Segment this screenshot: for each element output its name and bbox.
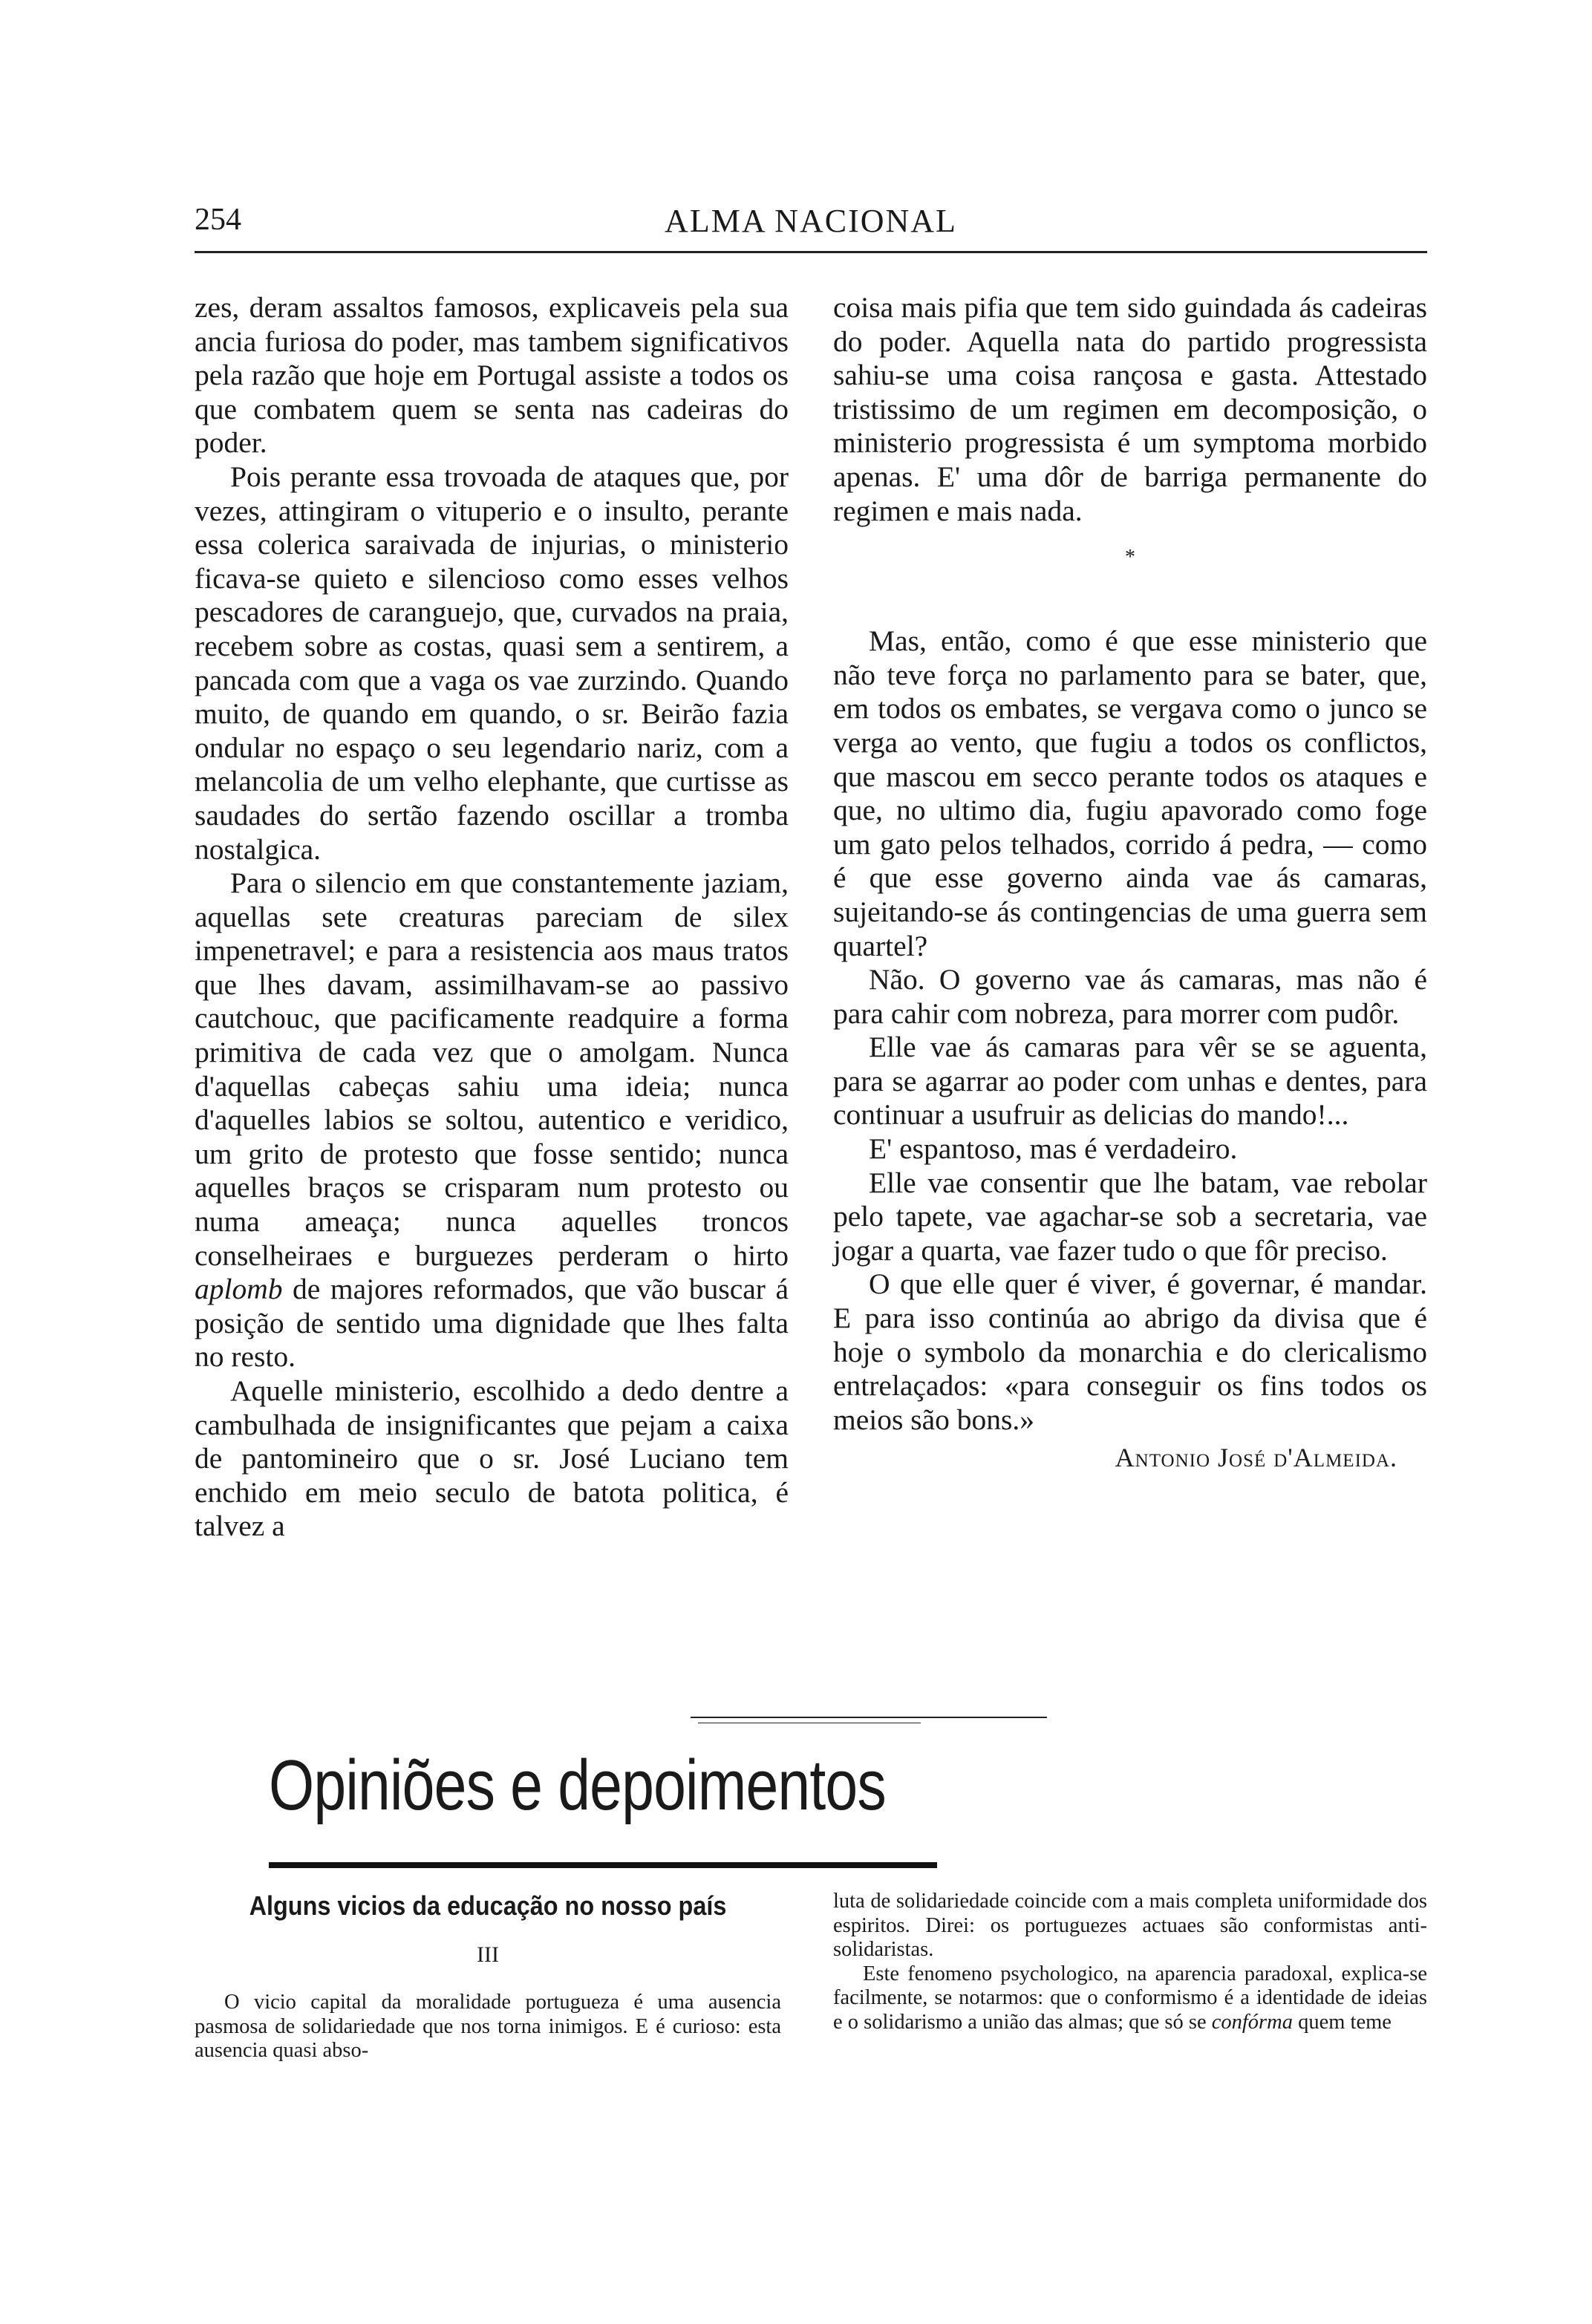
paragraph: E' espantoso, mas é verdadeiro. (869, 1132, 1238, 1166)
paragraph: Elle vae ás camaras para vêr se se aguenta, para se agarrar ao poder com unhas e dentes, para continuar a usufruir as delicias do mando!... (833, 1031, 1427, 1132)
article-part-number: III (477, 1942, 499, 1967)
paragraph (195, 866, 789, 1374)
section-heading: Opiniões e depoimentos (269, 1746, 886, 1825)
header-rule (195, 251, 1427, 253)
paragraph-text: quem teme (1298, 2010, 1392, 2034)
right-column (833, 291, 1427, 1475)
paragraph-text: Este fenomeno psychologico, na aparencia paradoxal, explica-se facilmente, se notarmos: que o conformismo é a identidade de ideias e o solidarismo a união das almas; que só se (833, 1962, 1427, 2034)
paragraph-text: de majores reformados, que vão buscar á posição de sentido uma dignidade que lhes falta no resto. (195, 1273, 789, 1374)
italic-term: aplomb (195, 1273, 283, 1306)
section-separator-rule (691, 1717, 1047, 1718)
paragraph (833, 1962, 1427, 2035)
page-header (195, 202, 1427, 247)
paragraph: O vicio capital da moralidade portugueza é uma ausencia pasmosa de solidariedade que nos torna inimigos. E é curioso: esta ausencia quasi abso- (195, 1991, 781, 2062)
paragraph: Mas, então, como é que esse ministerio que não teve força no parlamento para se bater, que, em todos os embates, se vergava como o junco se verga ao vento, que fugiu a todos os conflictos, que mascou em secco perante todos os ataques e que, no ultimo dia, fugiu apavorado como foge um gato pelos telhados, corrido á pedra, — como é que esse governo ainda vae ás camaras, sujeitando-se ás contingencias de uma guerra sem quartel? (833, 624, 1427, 962)
heading-rule (269, 1862, 937, 1868)
author-signature: Antonio José d'Almeida. (1115, 1443, 1397, 1473)
paragraph: luta de solidariedade coincide com a mais completa uniformidade dos espiritos. Direi: os portuguezes actuaes são conformistas anti-solidaristas. (833, 1890, 1427, 1961)
italic-term: confórma (1211, 2010, 1293, 2034)
paragraph: coisa mais pifia que tem sido guindada ás cadeiras do poder. Aquella nata do partido progressista sahiu-se uma coisa rançosa e gasta. Attestado tristissimo de um regimen em decomposição, o ministerio progressista é um symptoma morbido apenas. E' uma dôr de barriga permanente do regimen e mais nada. (833, 291, 1427, 527)
paragraph: Pois perante essa trovoada de ataques que, por vezes, attingiram o vituperio e o insulto, perante essa colerica saraivada de injurias, o ministerio ficava-se quieto e silencioso como esses velhos pescadores de caranguejo, que, curvados na praia, recebem sobre as costas, quasi sem a sentirem, a pancada com que a vaga os vae zurzindo. Quando muito, de quando em quando, o sr. Beirão fazia ondular no espaço o seu legendario nariz, com a melancolia de um velho elephante, que curtisse as saudades do sertão fazendo oscillar a tromba nostalgica. (195, 460, 789, 866)
paragraph: Aquelle ministerio, escolhido a dedo dentre a cambulhada de insignificantes que pejam a caixa de pantomineiro que o sr. José Luciano tem enchido em meio seculo de batota politica, é talvez a (195, 1374, 789, 1543)
paragraph-text: Para o silencio em que constantemente jaziam, aquellas sete creaturas pareciam de silex impenetravel; e para a resistencia aos maus tratos que lhes davam, assimilhavam-se ao passivo cautchouc, que pacificamente readquire a forma primitiva de cada vez que o amolgam. Nunca d'aquellas cabeças sahiu uma ideia; nunca d'aquelles labios se soltou, autentico e veridico, um grito de protesto que fosse sentido; nunca aquelles braços se crisparam num protesto ou numa ameaça; nunca aquelles troncos conselheiraes e burguezes perderam o hirto (195, 866, 789, 1272)
paragraph: O que elle quer é viver, é governar, é mandar. E para isso continúa ao abrigo da divisa que é hoje o symbolo da monarchia e do clericalismo entrelaçados: «para conseguir os fins todos os meios são bons.» (833, 1267, 1427, 1436)
asterism-divider: * (1125, 546, 1135, 569)
paragraph: Elle vae consentir que lhe batam, vae rebolar pelo tapete, vae agachar-se sob a secretaria, vae jogar a quarta, vae fazer tudo o que fôr preciso. (833, 1166, 1427, 1267)
running-title: ALMA NACIONAL (665, 203, 957, 239)
page-number: 254 (195, 203, 241, 237)
article-left-column (195, 1890, 781, 2063)
paragraph: Não. O governo vae ás camaras, mas não é para cahir com nobreza, para morrer com pudôr. (833, 963, 1427, 1030)
article-right-column (833, 1890, 1427, 2034)
left-column (195, 291, 789, 1544)
article-title: Alguns vicios da educação no nosso país (249, 1890, 727, 1921)
paragraph: zes, deram assaltos famosos, explicaveis pela sua ancia furiosa do poder, mas tambem significativos pela razão que hoje em Portugal assiste a todos os que combatem quem se senta nas cadeiras do poder. (195, 291, 789, 460)
